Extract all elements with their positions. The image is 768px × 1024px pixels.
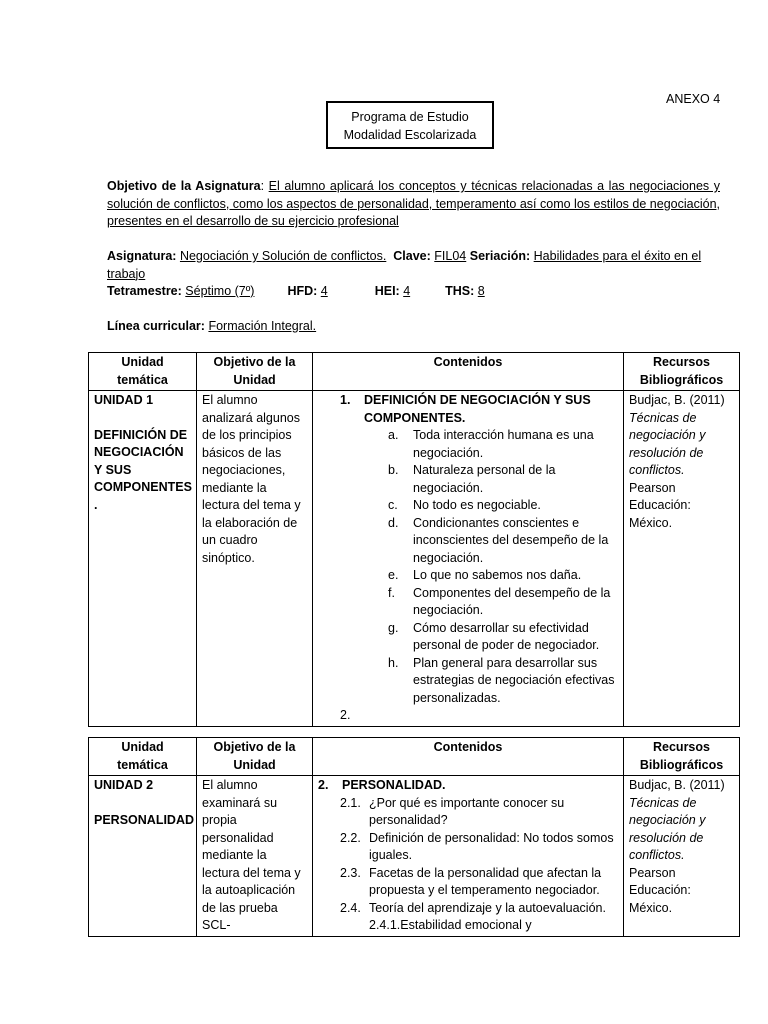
header-recursos: Recursos Bibliográficos xyxy=(624,738,740,776)
subitem-label: 2.1. xyxy=(340,795,361,810)
content-subitem xyxy=(318,567,618,585)
content-subitem xyxy=(318,865,618,900)
subitem-text: ¿Por qué es importante conocer su personalidad? xyxy=(369,795,565,827)
subitem-label: 2.3. xyxy=(340,865,361,880)
table-header-row xyxy=(89,353,740,391)
content-subsubitem: 2.4.1.Estabilidad emocional y xyxy=(369,918,532,932)
header-unidad: Unidad temática xyxy=(89,738,197,776)
unit-2-table xyxy=(88,737,740,937)
subitem-text: Condicionantes conscientes e inconscientes del desempeño de la negociación. xyxy=(413,515,609,565)
content-subitem xyxy=(318,795,618,830)
subitem-label: f. xyxy=(388,585,395,600)
content-subitem xyxy=(318,585,618,620)
content-subitem xyxy=(318,830,618,865)
unit-name-cell xyxy=(89,391,197,727)
content-subitem xyxy=(318,427,618,462)
unit-objective-cell: El alumno examinará su propia personalidad mediante la lectura del tema y la autoaplicación de las prueba SCL- xyxy=(197,776,313,937)
header-unidad: Unidad temática xyxy=(89,353,197,391)
content-trailing-number: 2. xyxy=(340,708,351,722)
unit-title: PERSONALIDAD xyxy=(94,812,195,827)
course-objective: Objetivo de la Asignatura: El alumno aplicará los conceptos y técnicas relacionadas a las negociaciones y solución de conflictos, como los aspectos de personalidad, temperamento así como los estilos de negociación, presentes en el desarrollo de su ejercicio profesional xyxy=(107,179,720,228)
header-objetivo: Objetivo de la Unidad xyxy=(197,738,313,776)
subitem-text: Componentes del desempeño de la negociación. xyxy=(413,585,611,617)
title-box xyxy=(326,101,494,149)
subitem-text: Plan general para desarrollar sus estrategias de negociación efectivas personalizadas. xyxy=(413,655,615,705)
subitem-label: h. xyxy=(388,655,399,670)
linea-curricular xyxy=(107,318,316,336)
unit-references-cell xyxy=(624,776,740,937)
title-line-1: Programa de Estudio xyxy=(351,110,469,124)
subitem-label: 2.4. xyxy=(340,900,361,915)
unit-references-cell xyxy=(624,391,740,727)
content-subitems xyxy=(318,795,618,918)
content-subitem xyxy=(318,497,618,515)
hfd-label: HFD: xyxy=(287,284,318,298)
header-contenidos: Contenidos xyxy=(313,353,624,391)
reference-author: Budjac, B. (2011) xyxy=(629,778,725,792)
seriacion-label: Seriación: xyxy=(469,249,531,263)
ths-label: THS: xyxy=(445,284,475,298)
subitem-text: Definición de personalidad: No todos somos iguales. xyxy=(369,830,614,862)
subitem-text: Toda interacción humana es una negociación. xyxy=(413,428,594,460)
header-recursos: Recursos Bibliográficos xyxy=(624,353,740,391)
subitem-text: Naturaleza personal de la negociación. xyxy=(413,463,556,495)
annex-label: ANEXO 4 xyxy=(666,92,721,106)
content-subitem xyxy=(318,462,618,497)
subitem-label: e. xyxy=(388,568,399,582)
unit-number: UNIDAD 2 xyxy=(94,778,154,792)
asignatura-label: Asignatura: xyxy=(107,249,177,263)
content-subitem xyxy=(318,620,618,655)
reference-publisher: Pearson Educación: México. xyxy=(629,865,691,915)
subitem-text: Teoría del aprendizaje y la autoevaluación. xyxy=(369,900,606,915)
ths-value: 8 xyxy=(477,284,485,298)
subitem-label: d. xyxy=(388,515,399,530)
subitem-text: Lo que no sabemos nos daña. xyxy=(413,568,582,582)
unit-contents-cell xyxy=(313,776,624,937)
subitem-label: g. xyxy=(388,620,399,635)
hei-value: 4 xyxy=(403,284,411,298)
reference-author: Budjac, B. (2011) xyxy=(629,393,725,407)
header-objetivo: Objetivo de la Unidad xyxy=(197,353,313,391)
unit-contents-cell xyxy=(313,391,624,727)
asignatura-value: Negociación y Solución de conflictos. xyxy=(179,249,387,263)
clave-value: FIL04 xyxy=(434,249,467,263)
subitem-label: a. xyxy=(388,428,399,442)
subitem-text: Cómo desarrollar su efectividad personal de poder de negociador. xyxy=(413,620,600,652)
clave-label: Clave: xyxy=(393,249,431,263)
tetramestre-value: Séptimo (7º) xyxy=(185,284,255,298)
content-main-item: 2. PERSONALIDAD. xyxy=(318,778,446,792)
hfd-value: 4 xyxy=(320,284,328,298)
linea-label: Línea curricular: xyxy=(107,319,205,333)
subitem-label: c. xyxy=(388,498,398,512)
objective-label: Objetivo de la Asignatura xyxy=(107,179,261,193)
unit-title-dot: . xyxy=(94,497,98,512)
table-row xyxy=(89,391,740,727)
seriacion-value-cont: trabajo xyxy=(107,266,146,281)
content-subitems xyxy=(318,427,618,707)
unit-name-cell xyxy=(89,776,197,937)
unit-title: DEFINICIÓN DE NEGOCIACIÓN Y SUS COMPONENTES xyxy=(94,427,192,494)
subitem-label: b. xyxy=(388,463,399,477)
table-header-row xyxy=(89,738,740,776)
hei-label: HEI: xyxy=(374,284,400,298)
objective-text: El alumno aplicará los conceptos y técnicas relacionadas a las negociaciones y solución de conflictos, como los aspectos de personalidad, temperamento así como los estilos de negociación, presentes en el desarrollo de su ejercicio profesional xyxy=(107,179,720,228)
unit-number: UNIDAD 1 xyxy=(94,393,154,407)
subitem-text: No todo es negociable. xyxy=(413,498,541,512)
hours-line xyxy=(107,283,727,301)
tetramestre-label: Tetramestre: xyxy=(107,284,182,298)
seriacion-value: Habilidades para el éxito en el xyxy=(533,249,702,263)
reference-title: Técnicas de negociación y resolución de conflictos. xyxy=(629,795,706,862)
unit-1-table xyxy=(88,352,740,727)
unit-objective-cell: El alumno analizará algunos de los principios básicos de las negociaciones, mediante la lectura del tema y la elaboración de un cuadro sinóptico. xyxy=(197,391,313,727)
subitem-text: Facetas de la personalidad que afectan la propuesta y el temperamento negociador. xyxy=(369,865,602,897)
content-main-item: 1. DEFINICIÓN DE NEGOCIACIÓN Y SUS COMPONENTES. xyxy=(340,393,591,425)
header-contenidos: Contenidos xyxy=(313,738,624,776)
content-subitem xyxy=(318,900,618,918)
table-row xyxy=(89,776,740,937)
reference-title: Técnicas de negociación y resolución de conflictos. xyxy=(629,410,706,477)
subitem-label: 2.2. xyxy=(340,830,361,845)
course-info-line xyxy=(107,248,727,283)
content-subitem xyxy=(318,515,618,568)
title-line-2: Modalidad Escolarizada xyxy=(343,128,477,142)
linea-value: Formación Integral. xyxy=(208,319,317,333)
reference-publisher: Pearson Educación: México. xyxy=(629,480,691,530)
content-subitem xyxy=(318,655,618,708)
